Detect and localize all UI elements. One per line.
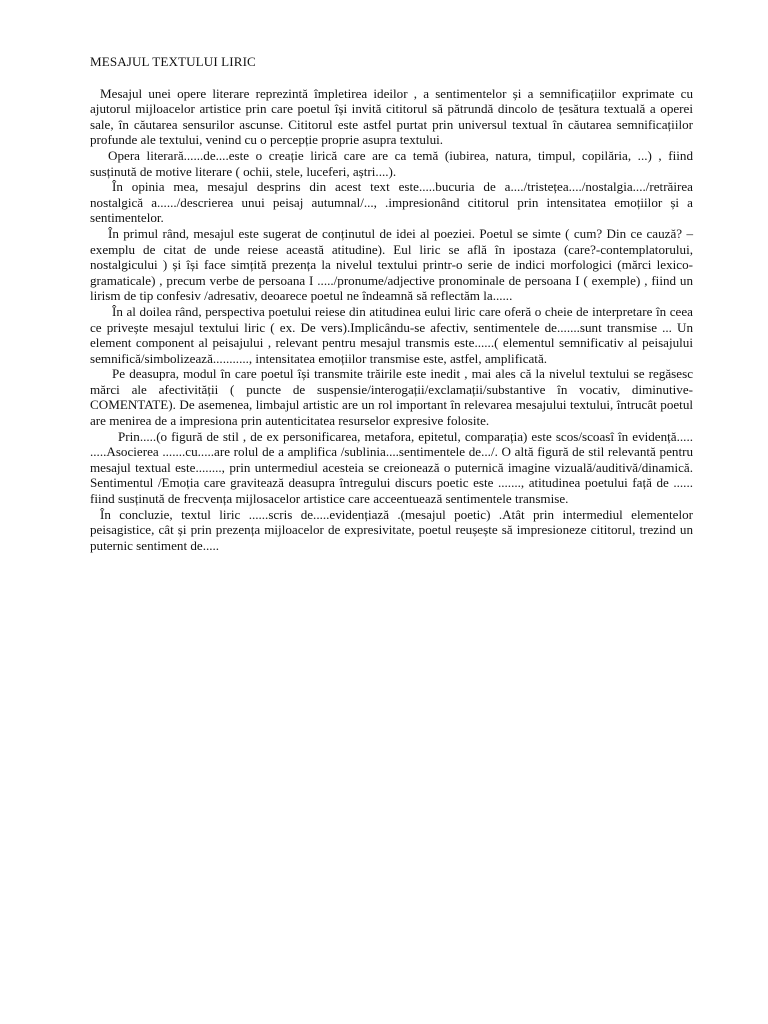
paragraph-affectivity: Pe deasupra, modul în care poetul își transmite trăirile este inedit , mai ales că la nivelul textului se regăsesc mărci ale afectivității ( puncte de suspensie/interogații/exclamații/substantive în vocativ, diminutive-COMENTATE). De asemenea, limbajul artistic are un rol important în relevarea mesajului textului, întrucât poetul are menirea de a impresiona prin autenticitatea resurselor expresive folosite. [90,366,693,429]
paragraph-theme: Opera literară......de....este o creație lirică care are ca temă (iubirea, natura, timpul, copilăria, ...) , fiind susținută de motive literare ( ochii, stele, luceferi, aștri....). [90,147,693,179]
paragraph-first-argument: În primul rând, mesajul este sugerat de conținutul de idei al poeziei. Poetul se simte ( cum? Din ce cauză? –exemplu de citat de unde reiese această atitudine). Eul liric se află în ipostaza (care?-contemplatorului, nostalgicului ) și își face simțită prezența la nivelul textului printr-o serie de indici morfologici (mărci lexico-gramaticale) , precum verbe de persoana I ...../pronume/adjective pronominale de persoana I ( exemple) , fiind un lirism de tip confesiv /adresativ, deoarece poetul ne îndeamnă să reflectăm la...... [90,225,693,304]
paragraph-intro: Mesajul unei opere literare reprezintă împletirea ideilor , a sentimentelor și a semnificațiilor exprimate cu ajutorul mijloacelor artistice prin care poetul își invită cititorul să pătrundă dincolo de țesătura textuală a operei sale, în căutarea sensurilor ascunse. Cititorul este astfel purtat prin universul textual în căutarea semnificațiilor profunde ale textului, venind cu o percepție proprie asupra textului. [90,85,693,148]
paragraph-opinion: În opinia mea, mesajul desprins din acest text este.....bucuria de a..../tristețea..../nostalgia..../retrăirea nostalgică a....../descrierea unui peisaj autumnal/..., .impresionând cititorul prin intensitatea emoțiilor și a sentimentelor. [90,179,693,226]
document-title: MESAJUL TEXTULUI LIRIC [90,54,256,69]
paragraph-conclusion: În concluzie, textul liric ......scris de.....evidențiază .(mesajul poetic) .Atât prin intermediul elementelor peisagistice, cât și prin prezența mijloacelor de expresivitate, poetul reușește să impresioneze cititorul, trezind un puternic sentiment de..... [90,506,693,553]
document-page [90,54,693,553]
paragraph-figures-of-speech: Prin.....(o figură de stil , de ex personificarea, metafora, epitetul, comparația) este scos/scoasî în evidență..... .....Asocierea .......cu.....are rolul de a amplifica /sublinia....sentimentele de.../. O altă figură de stil relevantă pentru mesajul textual este........, prin untermediul acesteia se creionează o puternică imagine vizuală/auditivă/dinamică. Sentimentul /Emoția care gravitează deasupra întregului discurs poetic este ......., atitudinea poetului față de ...... fiind susținută de frecvența mijlosacelor artistice care acceentuează sentimentele transmise. [90,428,693,507]
paragraph-second-argument: În al doilea rând, perspectiva poetului reiese din atitudinea eului liric care oferă o cheie de interpretare în ceea ce privește mesajul textului liric ( ex. De vers).Implicându-se afectiv, sentimentele de.......sunt transmise ... Un element component al peisajului , relevant pentru mesajul transmis este......( elementul semnificativ al peisajului semnifică/simbolizează..........., intensitatea emoțiilor transmise este, astfel, amplificată. [90,303,693,366]
